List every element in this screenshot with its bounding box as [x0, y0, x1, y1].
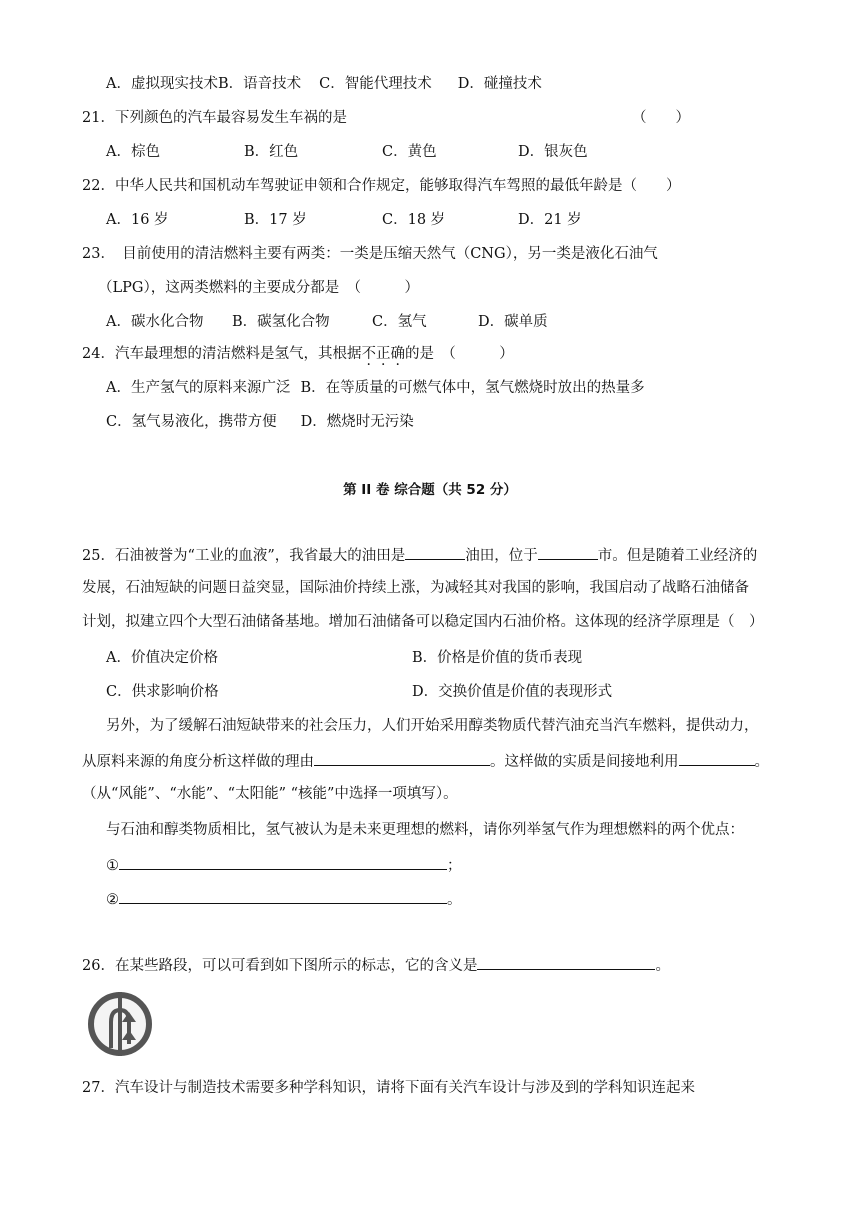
q25-circle-1: ①	[106, 858, 119, 874]
q25-answer-1	[106, 854, 462, 876]
q24-option-b: B．在等质量的可燃气体中，氢气燃烧时放出的热量多	[300, 380, 645, 396]
q26-blank-meaning[interactable]	[477, 954, 655, 970]
q24-options-row2	[106, 412, 414, 432]
q20-option-b: B．语音技术	[217, 76, 302, 92]
q24-stem	[82, 344, 514, 364]
q25-option-d: D．交换价值是价值的表现形式	[412, 684, 613, 700]
q25-line3: 计划，拟建立四个大型石油储备基地。增加石油储备可以稳定国内石油价格。这体现的经济学原理是（ ）	[82, 614, 764, 630]
q25-option-a: A．价值决定价格	[106, 650, 218, 666]
q25-para2-line2	[82, 750, 769, 772]
q26-text: 26．在某些路段，可以可看到如下图所示的标志，它的含义是	[82, 958, 478, 974]
q24-emphasis-3: 确	[390, 346, 405, 362]
q21-option-b: B．红色	[244, 144, 299, 160]
q24-emphasis-1: 不	[361, 346, 376, 362]
q22-stem: 22．中华人民共和国机动车驾驶证申领和合作规定，能够取得汽车驾照的最低年龄是（ ）	[82, 178, 681, 194]
q25-blank-oilfield[interactable]	[405, 544, 465, 560]
q21-stem	[82, 108, 347, 128]
q25-para3: 与石油和醇类物质相比，氢气被认为是未来更理想的燃料，请你列举氢气作为理想燃料的两个优点：	[106, 822, 744, 838]
q21-text: 下列颜色的汽车最容易发生车祸的是	[114, 110, 347, 126]
q22-option-a: A．16 岁	[106, 212, 169, 228]
q23-option-a: A．碳水化合物	[106, 314, 204, 330]
q20-options	[106, 74, 542, 94]
q23-stem-line2: （LPG），这两类燃料的主要成分都是 （ ）	[98, 280, 419, 296]
q25-answer-2-end: 。	[447, 892, 462, 908]
q25-circle-2: ②	[106, 892, 119, 908]
q25-text-reason: 从原料来源的角度分析这样做的理由	[82, 754, 314, 770]
q21-option-c: C．黄色	[382, 144, 437, 160]
q23-option-b: B．碳氢化合物	[232, 314, 330, 330]
no-u-turn-sign-icon	[84, 988, 156, 1060]
q22-option-c: C．18 岁	[382, 212, 446, 228]
q25-blank-city[interactable]	[538, 544, 598, 560]
q25-text-2: 油田，位于	[465, 548, 538, 564]
q26-stem	[82, 954, 670, 976]
q25-option-c: C．供求影响价格	[106, 684, 219, 700]
q22-option-d: D．21 岁	[518, 212, 582, 228]
q25-para2-line1: 另外，为了缓解石油短缺带来的社会压力，人们开始采用醇类物质代替汽油充当汽车燃料，提供动力，	[106, 718, 759, 734]
q25-text-end: 。	[754, 754, 769, 770]
q25-blank-advantage-2[interactable]	[119, 888, 447, 904]
q25-line1	[82, 544, 757, 566]
section-heading: 第 II 卷 综合题（共 52 分）	[343, 482, 517, 498]
q27-stem: 27．汽车设计与制造技术需要多种学科知识，请将下面有关汽车设计与涉及到的学科知识连起来	[82, 1080, 695, 1096]
q24-option-d: D．燃烧时无污染	[300, 414, 414, 430]
q21-option-d: D．银灰色	[518, 144, 588, 160]
q25-option-b: B．价格是价值的货币表现	[412, 650, 583, 666]
q20-option-c: C．智能代理技术	[319, 76, 432, 92]
q25-text-3: 市。但是随着工业经济的	[597, 548, 758, 564]
q25-answer-1-end: ；	[447, 858, 462, 874]
q25-line2: 发展，石油短缺的问题日益突显，国际油价持续上涨，为减轻其对我国的影响，我国启动了战略石油储备	[82, 580, 749, 596]
q25-blank-advantage-1[interactable]	[119, 854, 447, 870]
q25-answer-2	[106, 888, 462, 910]
q25-text-essence: 。这样做的实质是间接地利用	[490, 754, 679, 770]
q25-para2-line3: （从“风能”、“水能”、“太阳能” “核能”中选择一项填写）。	[82, 786, 458, 802]
q24-options-row1	[106, 378, 645, 398]
q24-text: 24．汽车最理想的清洁燃料是氢气，其根据	[82, 346, 362, 362]
q25-blank-energy[interactable]	[679, 750, 755, 766]
q20-option-a: A．虚拟现实技术	[106, 76, 218, 92]
q22-option-b: B．17 岁	[244, 212, 307, 228]
q21-answer-paren: （ ）	[632, 110, 690, 126]
q21-option-a: A．棕色	[106, 144, 160, 160]
q23-option-d: D．碳单质	[478, 314, 548, 330]
q23-option-c: C．氢气	[372, 314, 427, 330]
q26-text-end: 。	[655, 958, 670, 974]
q24-option-c: C．氢气易液化，携带方便	[106, 414, 277, 430]
q25-blank-reason[interactable]	[314, 750, 490, 766]
q23-stem-line1: 23． 目前使用的清洁燃料主要有两类：一类是压缩天然气（CNG），另一类是液化石油气	[82, 246, 658, 262]
q24-option-a: A．生产氢气的原料来源广泛	[106, 380, 291, 396]
q24-emphasis-2: 正	[375, 346, 391, 362]
q21-number: 21．	[82, 110, 115, 126]
q24-text-end: 的是 （ ）	[404, 346, 514, 362]
q20-option-d: D．碰撞技术	[457, 76, 542, 92]
q25-text-1: 25．石油被誉为“工业的血液”，我省最大的油田是	[82, 548, 406, 564]
